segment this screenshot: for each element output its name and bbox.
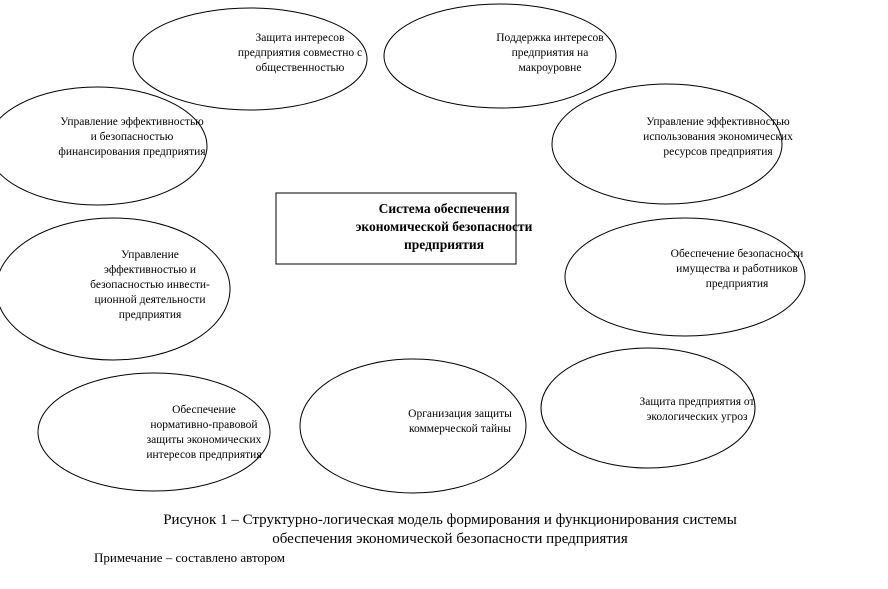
node-text-line: Организация защиты	[408, 408, 512, 420]
node-public-interests	[220, 31, 380, 76]
caption-line: обеспечения экономической безопасности предприятия	[272, 531, 628, 547]
node-text-line: Обеспечение безопасности	[670, 248, 804, 260]
node-ecology	[613, 395, 781, 425]
node-text-line: ционной деятельности	[94, 294, 206, 306]
figure-caption	[70, 511, 830, 549]
node-text-line: предприятия совместно с	[237, 47, 363, 59]
node-text-line: Поддержка интересов	[496, 32, 604, 44]
center-title-line: экономической безопасности	[355, 219, 533, 234]
node-text-line: имущества и работников	[676, 263, 798, 275]
node-text-line: Управление эффективностью	[60, 116, 204, 128]
node-trade-secret	[380, 407, 540, 437]
node-text-line: предприятия	[118, 309, 182, 321]
node-property-staff	[640, 247, 834, 292]
node-text-line: нормативно-правовой	[150, 419, 258, 431]
center-title-line: предприятия	[403, 237, 484, 252]
node-text-line: предприятия	[705, 278, 769, 290]
node-text-line: Защита интересов	[255, 32, 345, 44]
node-text-line: коммерческой тайны	[408, 423, 512, 435]
node-text-line: Управление	[121, 249, 179, 261]
node-text-line: Управление эффективностью	[646, 116, 790, 128]
node-text-line: ресурсов предприятия	[663, 146, 773, 158]
node-text-line: эффективностью и	[103, 264, 197, 276]
center-title	[330, 200, 558, 254]
node-text-line: безопасностью инвести-	[90, 279, 210, 291]
node-text-line: защиты экономических	[146, 434, 262, 446]
node-text-line: Защита предприятия от	[639, 396, 755, 408]
node-resources	[618, 115, 818, 160]
node-financing	[36, 115, 228, 160]
node-macro-support	[470, 31, 630, 76]
node-text-line: экологических угроз	[646, 411, 748, 423]
figure-note: Примечание – составлено автором	[94, 550, 285, 565]
center-title-line: Система обеспечения	[378, 201, 510, 216]
node-text-line: и безопасностью	[90, 131, 174, 143]
node-text-line: макроуровне	[518, 62, 582, 74]
node-text-line: интересов предприятия	[146, 449, 262, 461]
node-text-line: общественностью	[255, 62, 345, 74]
node-text-line: предприятия на	[511, 47, 589, 59]
node-text-line: использования экономических	[643, 131, 793, 143]
caption-line: Рисунок 1 – Структурно-логическая модель формирования и функционирования системы	[163, 512, 737, 528]
node-text-line: финансирования предприятия	[58, 146, 206, 158]
node-legal	[124, 403, 284, 463]
node-text-line: Обеспечение	[172, 404, 236, 416]
node-investment	[70, 248, 230, 323]
